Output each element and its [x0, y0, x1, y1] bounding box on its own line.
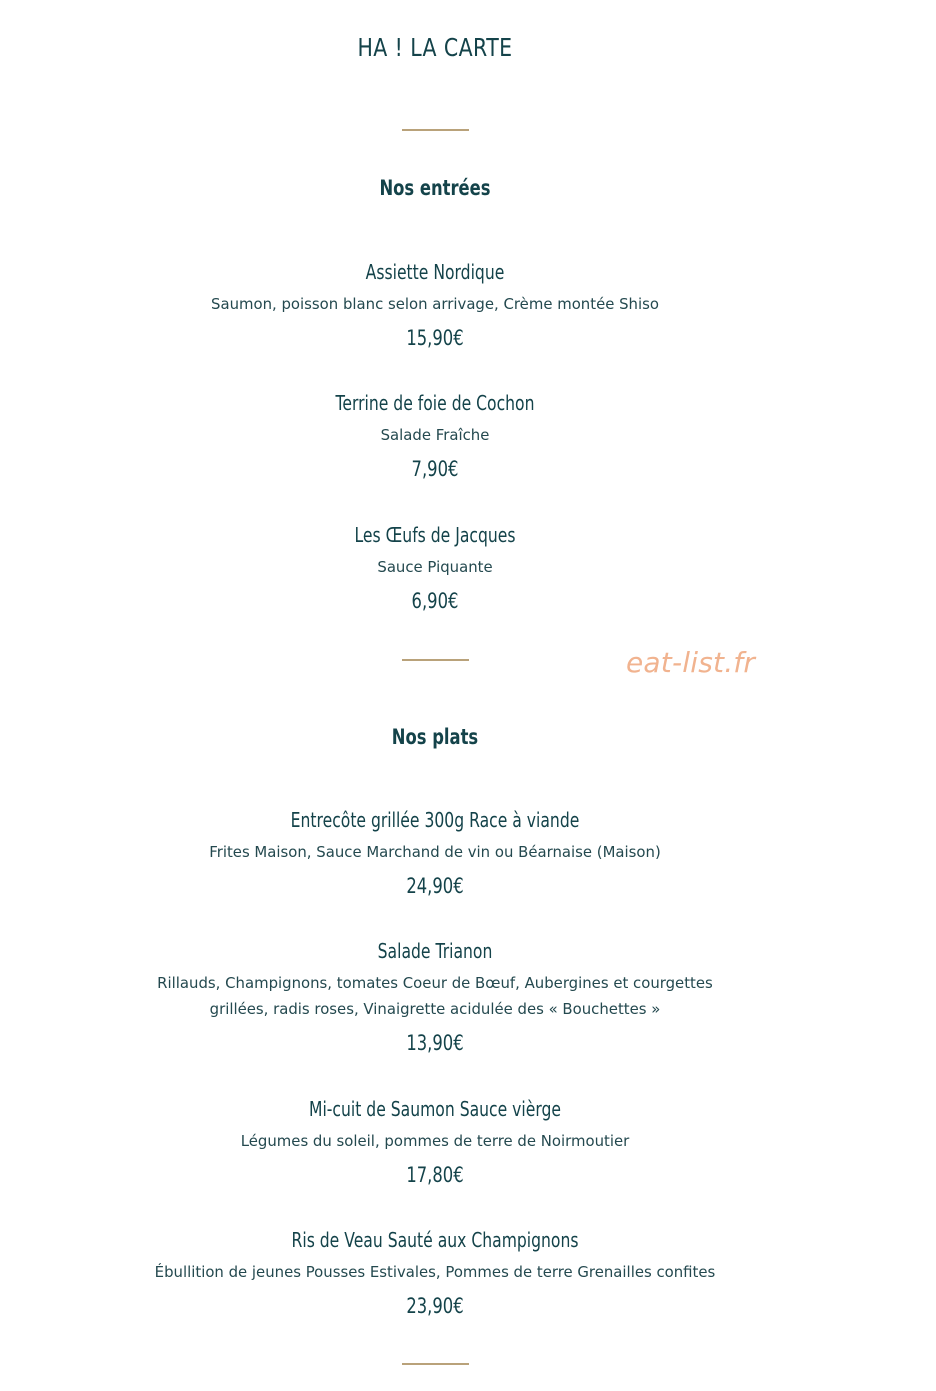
watermark: eat-list.fr [626, 646, 756, 679]
item-price: 7,90€ [411, 457, 459, 481]
item-description: Salade Fraîche [380, 426, 490, 444]
section-title-plats: Nos plats [391, 725, 479, 749]
divider [402, 659, 469, 661]
item-price: 13,90€ [406, 1031, 464, 1055]
divider [402, 1363, 469, 1365]
item-description: Saumon, poisson blanc selon arrivage, Crème montée Shiso [211, 295, 659, 313]
item-name: Salade Trianon [377, 939, 493, 963]
item-name: Mi-cuit de Saumon Sauce vièrge [309, 1097, 561, 1121]
item-name: Les Œufs de Jacques [354, 523, 516, 547]
menu-item [0, 391, 870, 482]
item-description: Rillauds, Champignons, tomates Coeur de Bœuf, Aubergines et courgettes grillées, radis roses, Vinaigrette acidulée des « Bouchettes » [157, 974, 713, 1018]
item-description: Frites Maison, Sauce Marchand de vin ou Béarnaise (Maison) [209, 843, 661, 861]
item-name: Assiette Nordique [365, 260, 505, 284]
menu-item [0, 1228, 870, 1319]
menu-item [0, 523, 870, 614]
menu-item [0, 1097, 870, 1188]
item-name: Entrecôte grillée 300g Race à viande [290, 808, 580, 832]
item-description: Légumes du soleil, pommes de terre de Noirmoutier [240, 1132, 630, 1150]
item-name: Ris de Veau Sauté aux Champignons [291, 1228, 579, 1252]
item-price: 6,90€ [411, 589, 459, 613]
item-price: 15,90€ [406, 326, 464, 350]
item-description: Sauce Piquante [377, 558, 493, 576]
item-price: 17,80€ [406, 1163, 464, 1187]
item-price: 23,90€ [406, 1294, 464, 1318]
section-title-entrees: Nos entrées [379, 176, 491, 200]
menu-item [0, 808, 870, 899]
menu-item [0, 939, 870, 1056]
page-title: HA ! LA CARTE [357, 33, 513, 62]
item-description: Ébullition de jeunes Pousses Estivales, Pommes de terre Grenailles confites [154, 1263, 716, 1281]
divider [402, 129, 469, 131]
item-price: 24,90€ [406, 874, 464, 898]
menu-item [0, 260, 870, 351]
item-name: Terrine de foie de Cochon [335, 391, 535, 415]
